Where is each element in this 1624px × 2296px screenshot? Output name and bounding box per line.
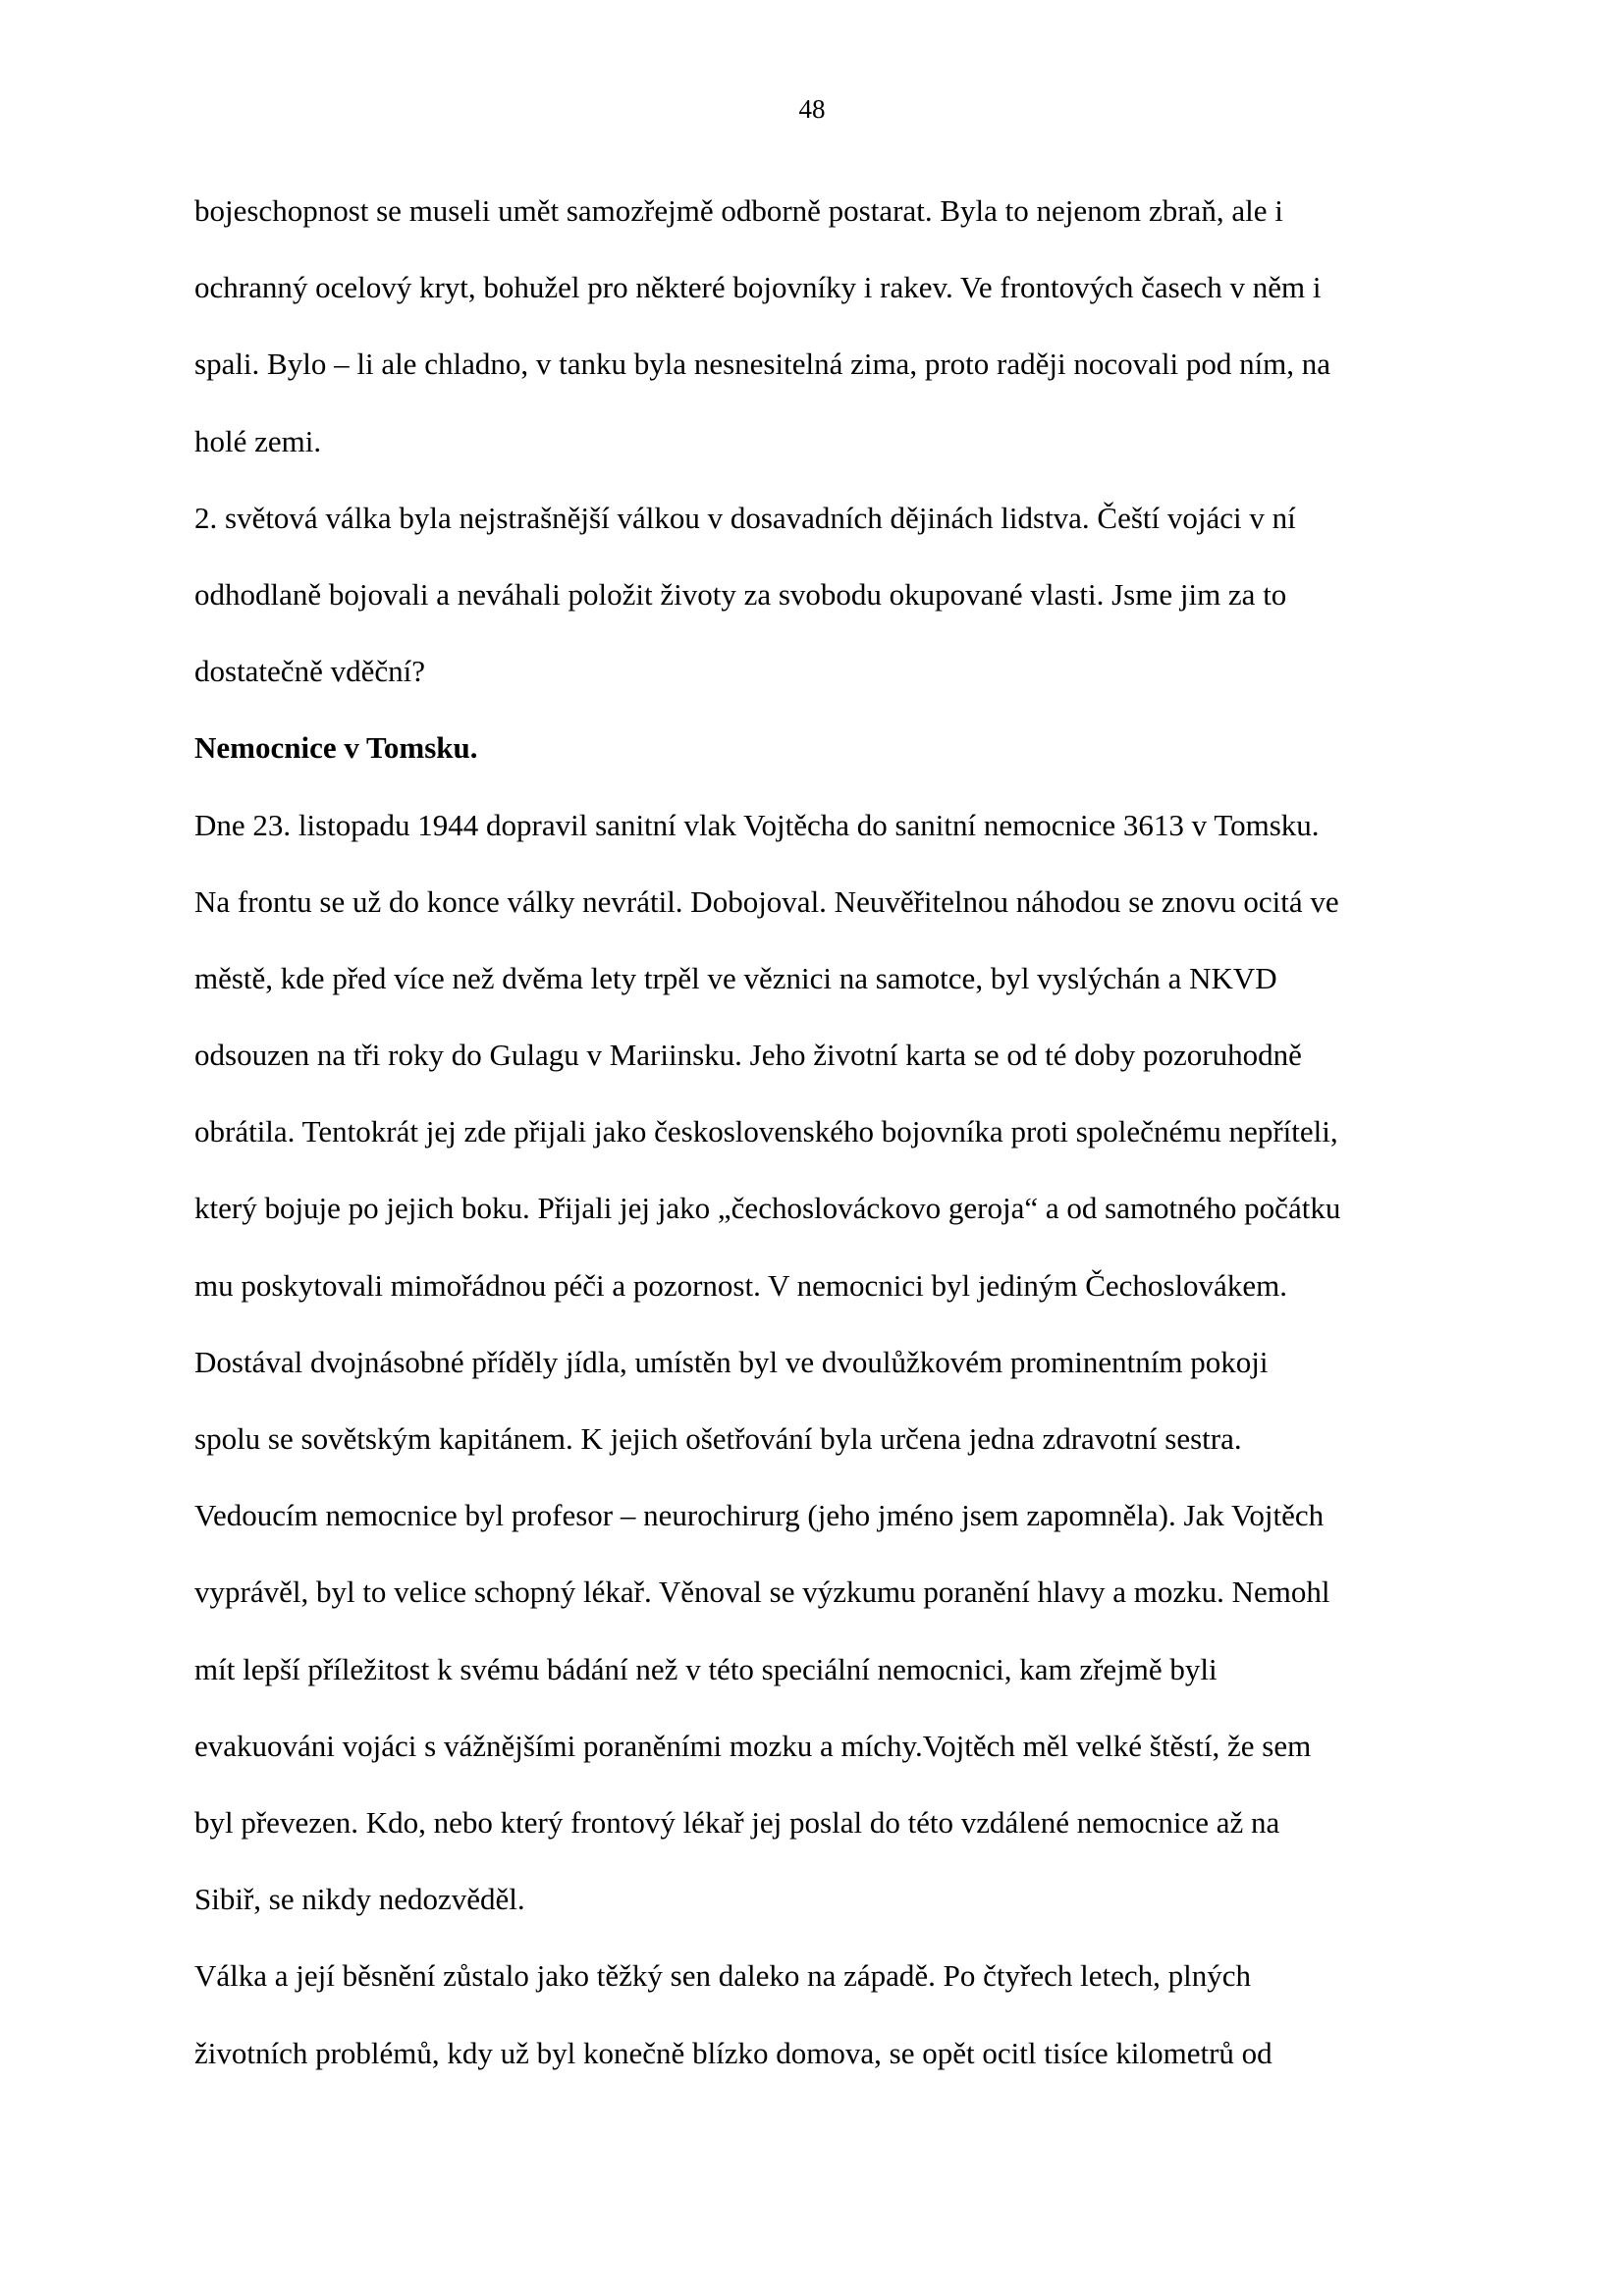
text-line: evakuováni vojáci s vážnějšími poraněními mozku a míchy.Vojtěch měl velké štěstí, že sem: [194, 1728, 1312, 1763]
text-line: mu poskytovali mimořádnou péči a pozornost. V nemocnici byl jediným Čechoslovákem.: [194, 1267, 1287, 1303]
text-line: odhodlaně bojovali a neváhali položit životy za svobodu okupované vlasti. Jsme jim za to: [194, 576, 1287, 612]
text-line: byl převezen. Kdo, nebo který frontový lékař jej poslal do této vzdálené nemocnice až na: [194, 1804, 1280, 1840]
text-line: 2. světová válka byla nejstrašnější válkou v dosavadních dějinách lidstva. Čeští vojáci v ní: [194, 500, 1296, 535]
section-heading: Nemocnice v Tomsku.: [194, 730, 478, 766]
text-line: životních problémů, kdy už byl konečně blízko domova, se opět ocitl tisíce kilometrů od: [194, 2035, 1272, 2070]
text-line: Dostával dvojnásobné příděly jídla, umístěn byl ve dvoulůžkovém prominentním pokoji: [194, 1344, 1269, 1379]
text-line: Vedoucím nemocnice byl profesor – neurochirurg (jeho jméno jsem zapomněla). Jak Vojtěch: [194, 1498, 1325, 1533]
text-line: Na frontu se už do konce války nevrátil. Dobojoval. Neuvěřitelnou náhodou se znovu ocitá ve: [194, 883, 1339, 919]
text-line: spolu se sovětským kapitánem. K jejich ošetřování byla určena jedna zdravotní sestra.: [194, 1421, 1242, 1456]
page-number: 48: [798, 94, 826, 124]
text-line: Sibiř, se nikdy nedozvěděl.: [194, 1882, 525, 1917]
text-line: mít lepší příležitost k svému bádání než v této speciální nemocnici, kam zřejmě byli: [194, 1651, 1218, 1686]
text-line: dostatečně vděční?: [194, 654, 425, 689]
text-line: spali. Bylo – li ale chladno, v tanku byla nesnesitelná zima, proto raději nocovali pod ním, na: [194, 347, 1331, 382]
text-line: který bojuje po jejich boku. Přijali jej jako „čechoslováckovo geroja“ a od samotného počátku: [194, 1191, 1341, 1226]
text-line: Válka a její běsnění zůstalo jako těžký sen daleko na západě. Po čtyřech letech, plných: [194, 1958, 1251, 1994]
text-line: vyprávěl, byl to velice schopný lékař. Věnoval se výzkumu poranění hlavy a mozku. Nemohl: [194, 1575, 1330, 1610]
text-line: ochranný ocelový kryt, bohužel pro některé bojovníky i rakev. Ve frontových časech v něm i: [194, 270, 1322, 305]
text-line: městě, kde před více než dvěma lety trpěl ve věznici na samotce, byl vyslýchán a NKVD: [194, 960, 1277, 995]
text-line: bojeschopnost se museli umět samozřejmě odborně postarat. Byla to nejenom zbraň, ale i: [194, 193, 1283, 228]
text-line: Dne 23. listopadu 1944 dopravil sanitní vlak Vojtěcha do sanitní nemocnice 3613 v Tomsku.: [194, 807, 1320, 842]
text-line: holé zemi.: [194, 423, 322, 458]
body-text: [194, 192, 1441, 2111]
text-line: obrátila. Tentokrát jej zde přijali jako československého bojovníka proti společnému nepříteli,: [194, 1114, 1338, 1149]
text-line: odsouzen na tři roky do Gulagu v Mariinsku. Jeho životní karta se od té doby pozoruhodně: [194, 1038, 1302, 1073]
